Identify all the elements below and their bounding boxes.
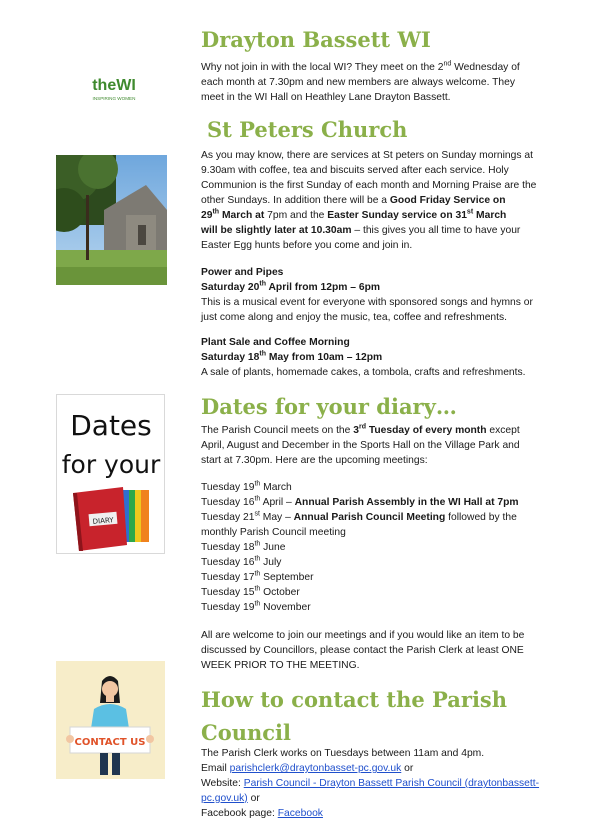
- church-line-3: Communion is the first Sunday of each month and Morning Praise are the: [201, 180, 537, 191]
- meeting-item: Tuesday 18th June: [201, 540, 286, 553]
- plant-date: Saturday 18th May from 10am – 12pm: [201, 350, 383, 363]
- contact-us-illustration: [56, 661, 165, 779]
- meeting-item: Tuesday 17th September: [201, 570, 314, 583]
- website-line: Website: Parish Council - Drayton Bassett Parish Council (draytonbassett-: [201, 778, 540, 789]
- facebook-link[interactable]: Facebook: [277, 808, 323, 819]
- church-heading: St Peters Church: [207, 117, 408, 142]
- diary-outro: [201, 628, 563, 673]
- clerk-hours: The Parish Clerk works on Tuesdays between 11am and 4pm.: [201, 748, 485, 759]
- wi-paragraph: [201, 60, 563, 105]
- website-link[interactable]: Parish Council - Drayton Bassett Parish Council (draytonbassett-: [243, 778, 540, 789]
- meeting-item: Tuesday 21st May – Annual Parish Council Meeting followed by the: [201, 510, 517, 523]
- church-paragraph: [201, 148, 563, 253]
- diary-outro-line-2: discussed by Councillors, please contact the Parish Clerk at least ONE: [201, 645, 524, 656]
- diary-intro-line-2: April, August and December in the Sports Hall on the Village Park and: [201, 440, 520, 451]
- dates-for-your-diary-image: [56, 394, 165, 554]
- plant-line-1: A sale of plants, homemade cakes, a tombola, crafts and refreshments.: [201, 367, 526, 378]
- diary-heading: Dates for your diary…: [201, 394, 457, 419]
- contact-heading: [201, 683, 507, 749]
- contact-sign-text: CONTACT US: [74, 737, 146, 748]
- contact-heading-line-1: How to contact the Parish: [201, 687, 508, 712]
- website-line-2: pc.gov.uk) or: [201, 793, 260, 804]
- wi-line-1: Why not join in with the local WI? They meet on the 2nd Wednesday of: [201, 60, 520, 73]
- power-title: Power and Pipes: [201, 267, 284, 278]
- church-photo: [56, 155, 167, 285]
- meeting-item: Tuesday 19th November: [201, 600, 311, 613]
- wi-heading: Drayton Bassett WI: [201, 27, 431, 52]
- power-date: Saturday 20th April from 12pm – 6pm: [201, 280, 381, 293]
- wi-logo-text: theWI: [92, 77, 136, 94]
- wi-line-2: each month at 7.30pm and new members are always welcome. They: [201, 77, 516, 88]
- contact-details: [201, 746, 563, 821]
- diary-image-text-2: for your: [61, 450, 161, 479]
- diary-image-text-1: Dates: [70, 409, 152, 442]
- diary-intro-line-1: The Parish Council meets on the 3rd Tuesday of every month except: [201, 423, 520, 436]
- plant-title: Plant Sale and Coffee Morning: [201, 337, 350, 348]
- diary-outro-line-1: All are welcome to join our meetings and if you would like an item to be: [201, 630, 525, 641]
- church-line-5: 29th March at 7pm and the Easter Sunday service on 31st March: [201, 208, 507, 221]
- wi-logo: [88, 70, 140, 106]
- power-line-1: This is a musical event for everyone with sponsored songs and hymns or: [201, 297, 533, 308]
- meeting-item: Tuesday 19th March: [201, 480, 292, 493]
- meeting-item: Tuesday 15th October: [201, 585, 300, 598]
- diary-intro: [201, 423, 563, 468]
- meeting-item: Tuesday 16th July: [201, 555, 282, 568]
- meeting-list: [201, 480, 563, 615]
- website-link-continued[interactable]: pc.gov.uk): [201, 793, 248, 804]
- church-line-1: As you may know, there are services at St peters on Sunday mornings at: [201, 150, 533, 161]
- meeting-item: Tuesday 16th April – Annual Parish Assembly in the WI Hall at 7pm: [201, 495, 519, 508]
- contact-heading-line-2: Council: [201, 720, 291, 745]
- power-and-pipes-event: [201, 265, 563, 325]
- email-link[interactable]: parishclerk@draytonbasset-pc.gov.uk: [229, 763, 402, 774]
- church-line-6: will be slightly later at 10.30am – this gives you all time to have your: [201, 225, 521, 236]
- church-line-2: 9.30am with coffee, tea and biscuits served after each service. Holy: [201, 165, 509, 176]
- wi-line-3: meet in the WI Hall on Heathley Lane Drayton Bassett.: [201, 92, 451, 103]
- meeting-item: monthly Parish Council meeting: [201, 527, 346, 538]
- diary-outro-line-3: WEEK PRIOR TO THE MEETING.: [201, 660, 360, 671]
- power-line-2: just come along and enjoy the music, tea, coffee and refreshments.: [201, 312, 508, 323]
- church-line-7: Easter Egg hunts before you come and join in.: [201, 240, 413, 251]
- plant-sale-event: [201, 335, 563, 380]
- facebook-line: Facebook page: Facebook: [201, 808, 323, 819]
- diary-image-text-3: DIARY: [92, 516, 114, 526]
- wi-logo-subtext: INSPIRING WOMEN: [92, 96, 136, 101]
- email-line: Email parishclerk@draytonbasset-pc.gov.uk or: [201, 763, 414, 774]
- diary-intro-line-3: start at 7.30pm. Here are the upcoming meetings:: [201, 455, 428, 466]
- church-line-4: other Sundays. In addition there will be a Good Friday Service on: [201, 195, 506, 206]
